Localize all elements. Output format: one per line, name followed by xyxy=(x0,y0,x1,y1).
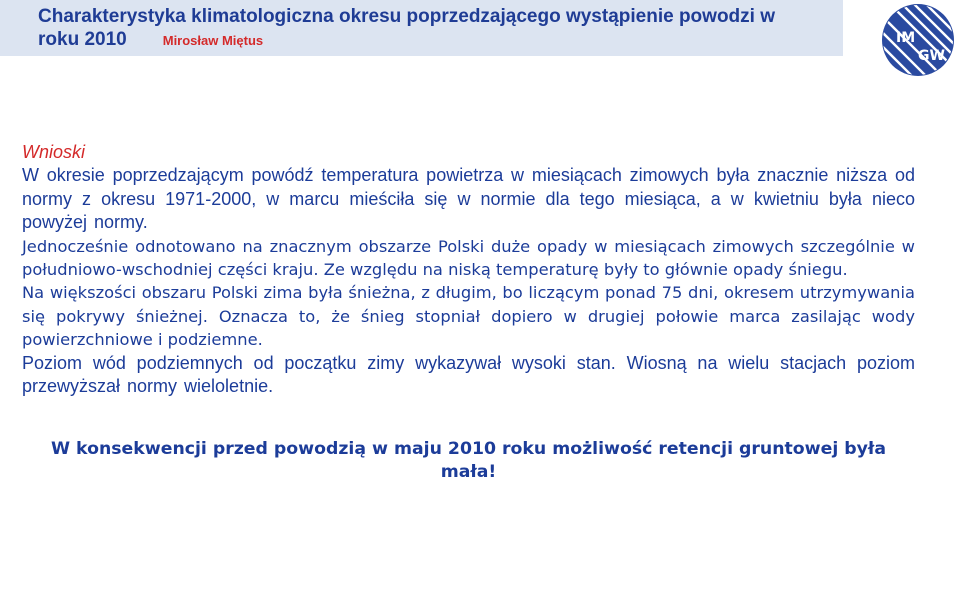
page-title xyxy=(38,5,818,52)
final-conclusion: W konsekwencji przed powodzią w maju 2010 roku możliwość retencji gruntowej była mała! xyxy=(50,439,887,482)
header-banner xyxy=(0,0,843,56)
section-heading: Wnioski xyxy=(22,142,86,162)
paragraph-snow-cover: Na większości obszaru Polski zima była śnieżna, z długim, bo liczącym ponad 75 dni, okresem utrzymywania się pokrywy śnieżnej. Oznacza to, że śnieg stopniał dopiero w drugiej połowie marca zasilając wody powierzchniowe i podziemne. xyxy=(22,283,915,350)
svg-text:GW: GW xyxy=(918,48,945,64)
title-text: Charakterystyka klimatologiczna okresu poprzedzającego wystąpienie powodzi w roku 2010 xyxy=(38,6,775,50)
paragraph-temperature: W okresie poprzedzającym powódź temperatura powietrza w miesiącach zimowych była znacznie niższa od normy z okresu 1971-2000, w marcu mieściła się w normie dla tego miesiąca, a w kwietniu była nieco powyżej normy. xyxy=(22,165,915,233)
author-name: Mirosław Miętus xyxy=(162,33,264,48)
paragraph-precipitation: Jednocześnie odnotowano na znacznym obszarze Polski duże opady w miesiącach zimowych szczególnie w południowo-wschodniej części kraju. Ze względu na niską temperaturę były to głównie opady śniegu. xyxy=(22,236,915,280)
svg-text:IM: IM xyxy=(896,30,916,46)
imgw-logo xyxy=(878,2,958,78)
conclusions-section xyxy=(22,141,915,398)
paragraph-groundwater: Poziom wód podziemnych od początku zimy wykazywał wysoki stan. Wiosną na wielu stacjach poziom przewyższał normy wieloletnie. xyxy=(22,352,915,397)
